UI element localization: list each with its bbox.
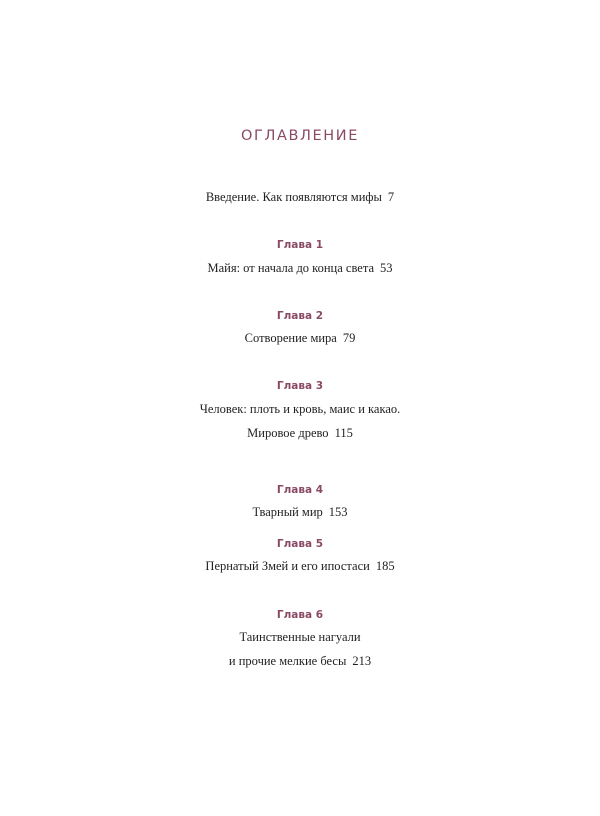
entry-title-line-2: Мировое древо xyxy=(247,426,329,440)
entry-title-line-2: и прочие мелкие бесы xyxy=(228,654,347,668)
toc-entry-intro[interactable] xyxy=(0,185,600,209)
page-number: 79 xyxy=(342,331,356,345)
toc-entry-chapter-4[interactable] xyxy=(0,500,600,524)
page-title: ОГЛАВЛЕНИЕ xyxy=(240,128,359,144)
entry-title-line-1: Человек: плоть и кровь, маис и какао. xyxy=(199,402,401,416)
entry-title: Сотворение мира xyxy=(244,331,337,345)
page-number: 53 xyxy=(380,261,393,275)
page-number: 153 xyxy=(328,505,348,519)
entry-title: Пернатый Змей и его ипостаси xyxy=(205,559,370,573)
toc-entry-chapter-1[interactable] xyxy=(0,256,600,280)
chapter-label-2: Глава 2 xyxy=(276,310,324,322)
entry-title: Введение. Как появляются мифы xyxy=(205,190,382,204)
toc-entry-chapter-5[interactable] xyxy=(0,554,600,578)
chapter-label-1: Глава 1 xyxy=(276,239,324,251)
page-number: 7 xyxy=(387,190,395,204)
toc-entry-chapter-2[interactable] xyxy=(0,326,600,350)
page-number: 213 xyxy=(352,654,372,668)
toc-entry-chapter-3[interactable] xyxy=(0,397,600,445)
entry-title: Майя: от начала до конца света xyxy=(207,261,375,275)
entry-title: Тварный мир xyxy=(252,505,323,519)
chapter-label-3: Глава 3 xyxy=(276,380,324,392)
chapter-label-4: Глава 4 xyxy=(276,484,324,496)
page-number: 115 xyxy=(334,426,353,440)
entry-title-line-1: Таинственные нагуали xyxy=(239,630,361,644)
chapter-label-5: Глава 5 xyxy=(276,538,324,550)
toc-entry-chapter-6[interactable] xyxy=(0,625,600,673)
chapter-label-6: Глава 6 xyxy=(276,609,324,621)
page-number: 185 xyxy=(375,559,395,573)
